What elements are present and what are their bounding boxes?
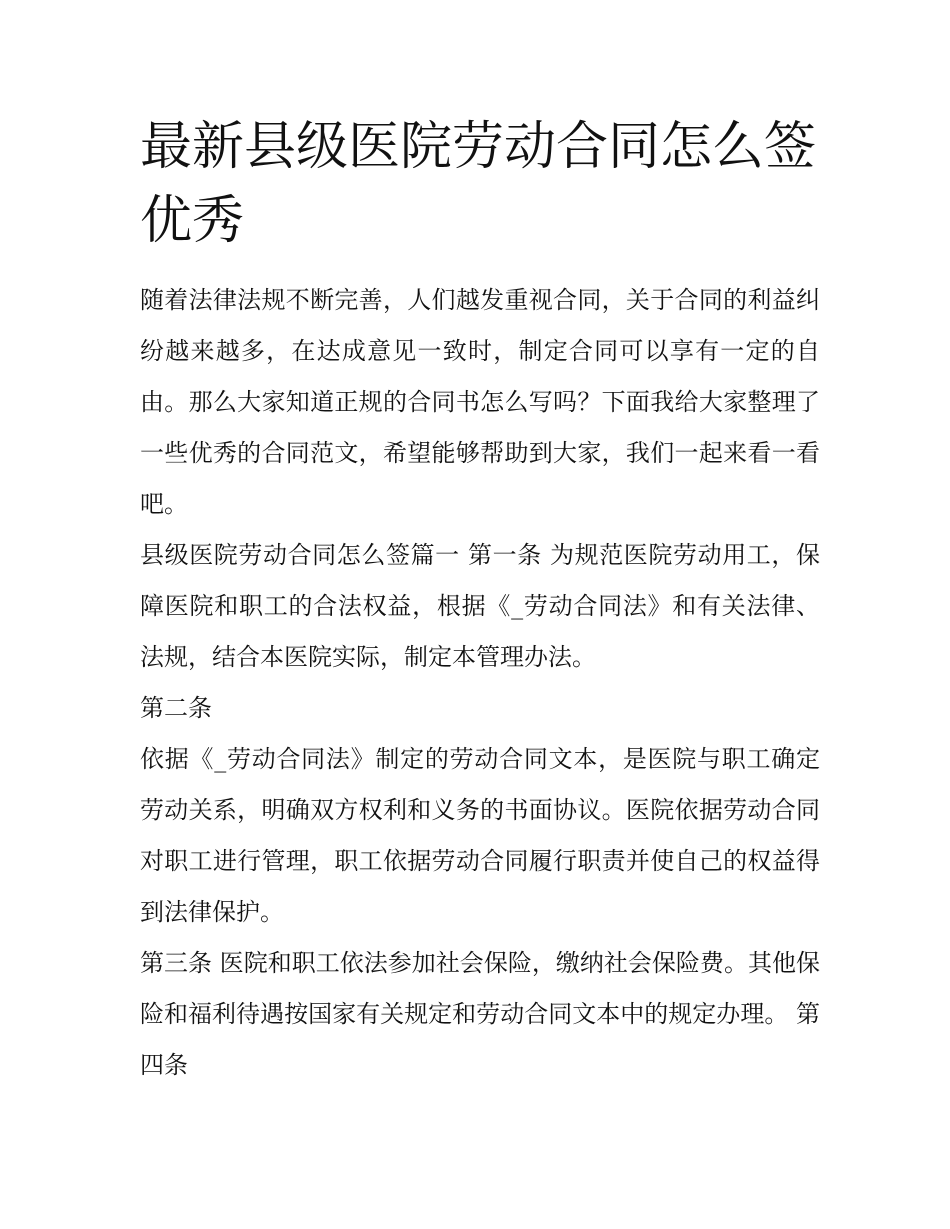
paragraph-article-3: 第三条 医院和职工依法参加社会保险，缴纳社会保险费。其他保险和福利待遇按国家有关规定和劳动合同文本中的规定办理。 第四条 xyxy=(140,949,820,1079)
paragraph-intro: 随着法律法规不断完善，人们越发重视合同，关于合同的利益纠纷越来越多，在达成意见一致时，制定合同可以享有一定的自由。那么大家知道正规的合同书怎么写吗？下面我给大家整理了一些优秀的合同范文，希望能够帮助到大家，我们一起来看一看吧。 xyxy=(140,286,820,518)
document-title: 最新县级医院劳动合同怎么签优秀 xyxy=(140,117,817,251)
paragraph-article-2-body: 依据《_劳动合同法》制定的劳动合同文本，是医院与职工确定劳动关系，明确双方权利和义务的书面协议。医院依据劳动合同对职工进行管理，职工依据劳动合同履行职责并使自己的权益得到法律保护。 xyxy=(140,745,820,926)
paragraph-article-2-heading: 第二条 xyxy=(140,694,212,722)
paragraph-article-1: 县级医院劳动合同怎么签篇一 第一条 为规范医院劳动用工，保障医院和职工的合法权益，根据《_劳动合同法》和有关法律、法规，结合本医院实际，制定本管理办法。 xyxy=(140,541,820,671)
document-body xyxy=(140,110,820,1091)
